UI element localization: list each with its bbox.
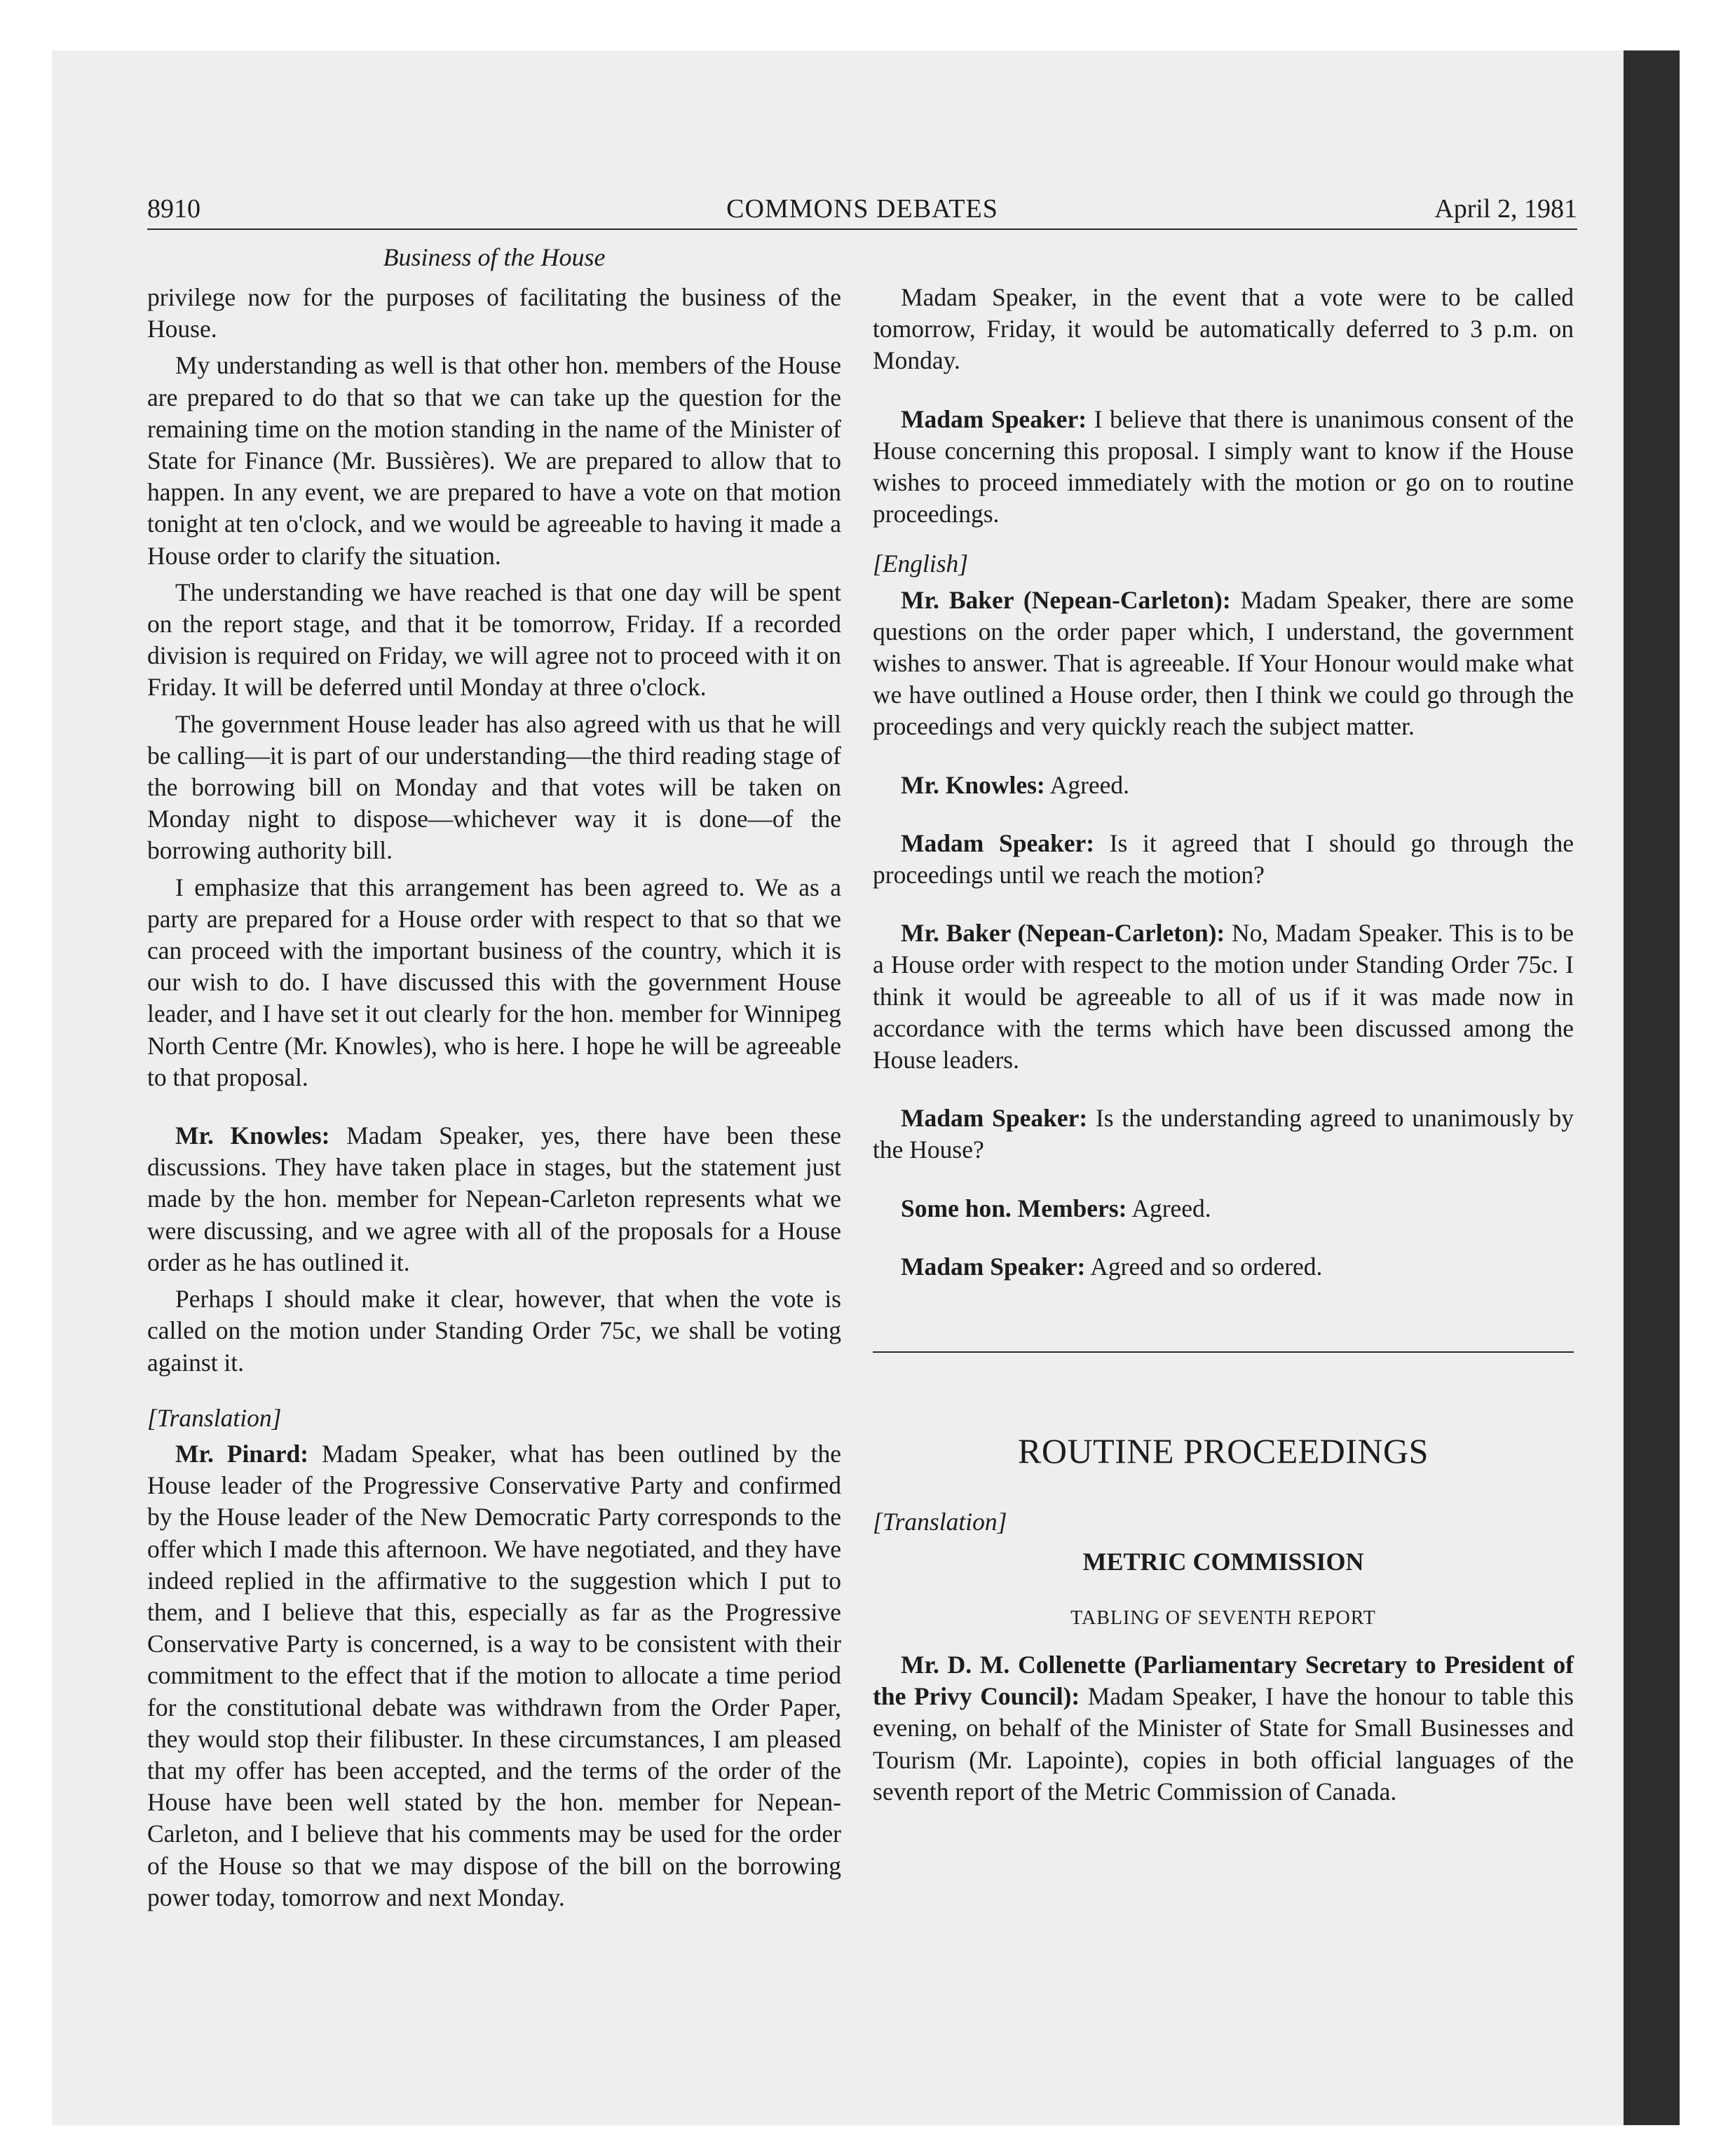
paragraph: My understanding as well is that other hon. members of the House are prepared to do that so that we can take up the question for the remaining time on the motion standing in the name of the Minister of State for Finance (Mr. Bussières). We are prepared to allow that to happen. In any event, we are prepared to have a vote on that motion tonight at ten o'clock, and we would be agreeable to having it made a House order to clarify the situation.: [147, 351, 841, 570]
running-head: Business of the House: [383, 243, 606, 271]
speaker-name: Mr. Baker (Nepean-Carleton):: [901, 919, 1225, 948]
section-divider: [873, 1351, 1574, 1353]
speaker-name: Madam Speaker:: [901, 404, 1087, 433]
speaker-name: Mr. Knowles:: [175, 1121, 330, 1150]
speaker-name: Madam Speaker:: [901, 1104, 1088, 1133]
paragraph: The government House leader has also agreed with us that he will be calling—it is part of our understanding—the third reading stage of the borrowing bill on Monday and that votes will be taken on Monday night to dispose—whichever way it is done—of the borrowing authority bill.: [147, 709, 841, 865]
speaker-name: Mr. D. M. Collenette (Parliamentary Secretary to President of the Privy Council):: [873, 1650, 1574, 1711]
speaker-name: Madam Speaker:: [901, 1252, 1086, 1281]
speech-text: I believe that there is unanimous consent of the House concerning this proposal. I simply want to know if the House wishes to proceed immediately with the motion or go on to routine proceedings.: [873, 404, 1574, 528]
paragraph: I emphasize that this arrangement has been agreed to. We as a party are prepared for a House order with respect to that so that we can proceed with the important business of the country, which it is our wish to do. I have discussed this with the government House leader, and I have set it out clearly for the hon. member for Winnipeg North Centre (Mr. Knowles), who is here. I hope he will be agreeable to that proposal.: [147, 873, 841, 1091]
speech-baker: [873, 917, 1574, 1076]
speech-baker: [873, 585, 1574, 743]
speech-text: Is it agreed that I should go through the proceedings until we reach the motion?: [873, 828, 1574, 889]
speech-knowles: [873, 770, 1574, 801]
speech-text: Agreed and so ordered.: [1085, 1252, 1323, 1281]
speaker-name: Madam Speaker:: [901, 828, 1095, 857]
speech-madam-speaker: [873, 1251, 1574, 1283]
right-column: [873, 282, 1574, 1813]
speech-text: Madam Speaker, I have the honour to table this evening, on behalf of the Minister of State for Small Businesses and Tourism (Mr. Lapointe), copies in both official languages of the seventh report of the Metric Commission of Canada.: [873, 1682, 1574, 1806]
page-date: April 2, 1981: [1434, 194, 1577, 224]
language-tag: [Translation]: [873, 1508, 1007, 1536]
speaker-name: Mr. Pinard:: [175, 1439, 309, 1468]
tabling-heading: TABLING OF SEVENTH REPORT: [1070, 1606, 1376, 1629]
paragraph: Madam Speaker, in the event that a vote were to be called tomorrow, Friday, it would be automatically deferred to 3 p.m. on Monday.: [873, 283, 1574, 375]
speech-madam-speaker: [873, 404, 1574, 531]
speech-text: No, Madam Speaker. This is to be a House order with respect to the motion under Standing Order 75c. I think it would be agreeable to all of us if it was made now in accordance with the terms which have been discussed among the House leaders.: [873, 919, 1574, 1074]
speech-madam-speaker: [873, 1103, 1574, 1166]
speech-text: Madam Speaker, yes, there have been these discussions. They have taken place in stages, but the statement just made by the hon. member for Nepean-Carleton represents what we were discussing, and we agree with all of the proposals for a House order as he has outlined it.: [147, 1121, 841, 1276]
language-tag: [English]: [873, 550, 969, 578]
speech-members: [873, 1193, 1574, 1224]
speech-text: Agreed.: [1045, 770, 1130, 799]
paragraph: privilege now for the purposes of facilitating the business of the House.: [147, 283, 841, 343]
paragraph: The understanding we have reached is that one day will be spent on the report stage, and that it be tomorrow, Friday. If a recorded division is required on Friday, we will agree not to proceed with it on Friday. It will be deferred until Monday at three o'clock.: [147, 578, 841, 702]
binding-shadow: [1624, 50, 1680, 2125]
speech-collenette: [873, 1649, 1574, 1808]
paragraph: Perhaps I should make it clear, however, that when the vote is called on the motion under Standing Order 75c, we shall be voting against it.: [147, 1285, 841, 1377]
subsection-title: METRIC COMMISSION: [1082, 1548, 1364, 1576]
speech-pinard: [147, 1438, 841, 1913]
speaker-name: Some hon. Members:: [901, 1194, 1127, 1222]
left-column: [147, 282, 841, 1918]
speaker-name: Mr. Knowles:: [901, 770, 1045, 799]
language-tag: [Translation]: [147, 1403, 282, 1432]
speech-madam-speaker: [873, 828, 1574, 891]
speech-text: Is the understanding agreed to unanimously by the House?: [873, 1104, 1574, 1164]
page-number: 8910: [147, 194, 200, 224]
speech-text: Madam Speaker, there are some questions on the order paper which, I understand, the government wishes to answer. That is agreeable. If Your Honour would make what we have outlined a House order, then I think we could go through the proceedings and very quickly reach the subject matter.: [873, 585, 1574, 741]
speech-text: Agreed.: [1127, 1194, 1211, 1222]
page-header: [147, 193, 1577, 230]
speech-text: Madam Speaker, what has been outlined by the House leader of the Progressive Conservative Party and confirmed by the House leader of the New Democratic Party corresponds to the offer which I made this afternoon. We have negotiated, and they have indeed replied in the affirmative to the suggestion which I put to them, and I believe that this, especially as far as the Progressive Conservative Party is concerned, is a way to be consistent with their commitment to the effect that if the motion to allocate a time period for the constitutional debate was withdrawn from the Order Paper, they would stop their filibuster. In these circumstances, I am pleased that my offer has been accepted, and the terms of the order of the House have been well stated by the hon. member for Nepean-Carleton, and I believe that his comments may be used for the order of the House so that we may dispose of the bill on the borrowing power today, tomorrow and next Monday.: [147, 1439, 841, 1911]
publication-title: COMMONS DEBATES: [726, 194, 998, 224]
speaker-name: Mr. Baker (Nepean-Carleton):: [901, 585, 1231, 614]
speech-knowles: [147, 1120, 841, 1278]
section-title: ROUTINE PROCEEDINGS: [1018, 1431, 1429, 1471]
